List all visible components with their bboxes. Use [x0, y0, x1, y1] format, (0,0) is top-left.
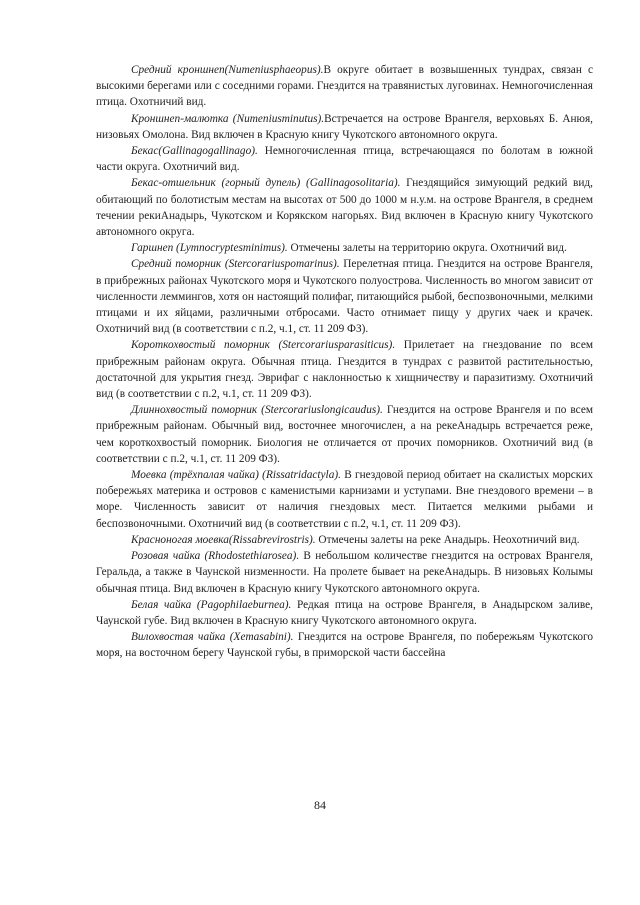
- species-name: Кроншнеп-малютка (Numeniusminutus).: [131, 112, 325, 125]
- species-name: Красноногая моевка(Rissabrevirostris).: [131, 533, 316, 546]
- species-entry: [96, 548, 593, 597]
- species-name: Белая чайка (Pagophilaeburnea).: [131, 598, 292, 611]
- species-entry: [96, 337, 593, 402]
- species-entry: [96, 143, 593, 175]
- species-description: Отмечены залеты на реке Анадырь. Неохотничий вид.: [315, 533, 580, 546]
- species-name: Короткохвостый поморник (Stercorariusparasiticus).: [131, 339, 396, 352]
- page-number: 84: [314, 798, 326, 812]
- species-description: В небольшом количестве гнездится на островах Врангеля, Геральда, а также в Чаунской низменности. На пролете бывает на рекеАнадырь. В низовьях Колымы обычная птица. Вид включен в Красную книгу Чукотского автономного округа.: [96, 550, 593, 595]
- species-name: Бекас-отшельник (горный дупель) (Gallinagosolitaria).: [131, 177, 401, 190]
- species-name: Гаршнеп (Lymnocryptesminimus).: [131, 242, 288, 255]
- species-description: Гнездящийся зимующий редкий вид, обитающий по болотистым местам на высотах от 500 до 1000 м н.у.м. на острове Врангеля, в среднем течении рекиАнадырь, Чукотском и Корякском нагорьях. Вид включен в Красную книгу Чукотского автономного округа.: [96, 177, 593, 239]
- species-description: Отмечены залеты на территорию округа. Охотничий вид.: [287, 242, 567, 255]
- species-entry: [96, 629, 593, 661]
- species-entry: [96, 175, 593, 240]
- species-entry: [96, 467, 593, 532]
- species-name: Моевка (трёхпалая чайка) (Rissatridactyla).: [131, 469, 341, 482]
- species-description: Перелетная птица. Гнездится на острове Врангеля, в прибрежных районах Чукотского моря и Чукотского полуострова. Численность во многом зависит от численности леммингов, хотя он настоящий полифаг, питающийся рыбой, беспозвоночными, мелкими птицами и их яйцами, различными отбросами. Часто отнимает пищу у других чаек и крачек. Охотничий вид (в соответствии с п.2, ч.1, ст. 11 209 ФЗ).: [96, 258, 593, 336]
- species-entry: [96, 597, 593, 629]
- species-description: Гнездится на острове Врангеля и по всем прибрежным районам. Обычный вид, восточнее многочислен, а на рекеАнадырь встречается реже, чем короткохвостый поморник. Биология не отличается от прочих поморников. Охотничий вид (в соответствии с п.2, ч.1, ст. 11 209 ФЗ).: [96, 404, 593, 465]
- species-entry: [96, 256, 593, 337]
- species-description: Прилетает на гнездование по всем прибрежным районам округа. Обычная птица. Гнездится в тундрах с развитой растительностью, достаточной для укрытия гнезд. Эврифаг с наклонностью к хищничеству и паразитизму. Охотничий вид (в соответствии с п.2, ч.1, ст. 11 209 ФЗ).: [96, 339, 593, 401]
- document-body: [96, 62, 593, 662]
- species-description: В гнездовой период обитает на скалистых морских побережьях материка и островов с каменистыми карнизами и уступами. Вне гнездового времени – в море. Численность зависит от наличия гнездовых мест. Питается мелкими рыбами и беспозвоночными. Охотничий вид (в соответствии с п.2, ч.1, ст. 11 209 ФЗ).: [96, 469, 593, 530]
- species-entry: [96, 111, 593, 143]
- species-description: Встречается на острове Врангеля, верховьях Б. Анюя, низовьях Омолона. Вид включен в Красную книгу Чукотского автономного округа.: [96, 112, 594, 141]
- species-description: Гнездится на острове Врангеля, по побережьям Чукотского моря, на восточном берегу Чаунской губы, в приморской части бассейна: [96, 631, 594, 660]
- species-name: Средний кроншнеп(Numeniusphaeopus).: [131, 64, 324, 76]
- species-description: В округе обитает в возвышенных тундрах, связан с высокими берегами или с соседними горами. Гнездится на травянистых луговинах. Немногочисленная птица. Охотничий вид.: [96, 64, 593, 109]
- species-name: Бекас(Gallinagogallinago).: [131, 145, 258, 158]
- species-entry: [96, 402, 593, 467]
- species-entry: [96, 532, 593, 548]
- species-entry: [96, 62, 593, 111]
- species-entry: [96, 240, 593, 256]
- species-description: Редкая птица на острове Врангеля, в Анадырском заливе, Чаунской губе. Вид включен в Красную книгу Чукотского автономного округа.: [96, 598, 593, 627]
- species-name: Вилохвостая чайка (Xemasabini).: [131, 631, 294, 644]
- species-name: Средний поморник (Stercorariuspomarinus).: [131, 258, 340, 271]
- species-name: Розовая чайка (Rhodostethiarosea).: [131, 550, 300, 563]
- species-description: Немногочисленная птица, встречающаяся по болотам в южной части округа. Охотничий вид.: [96, 145, 593, 174]
- species-name: Длиннохвостый поморник (Stercorariuslongicaudus).: [131, 404, 383, 417]
